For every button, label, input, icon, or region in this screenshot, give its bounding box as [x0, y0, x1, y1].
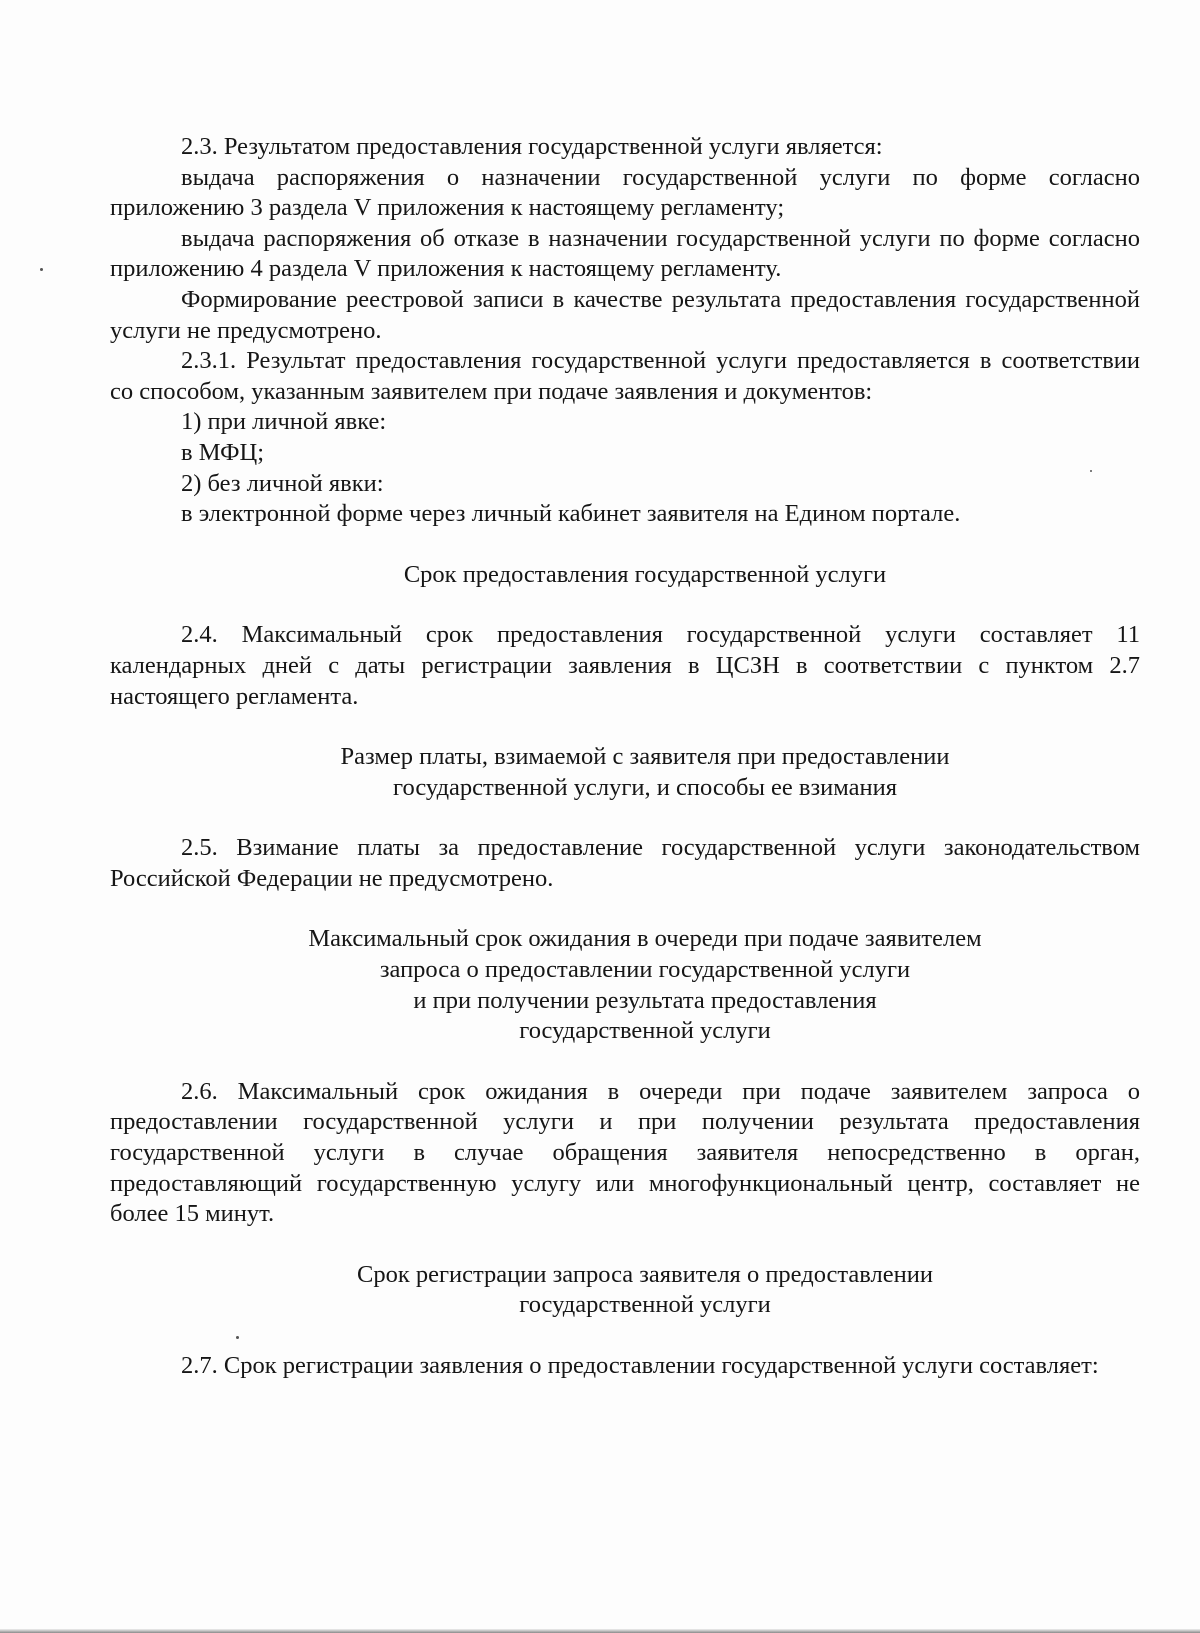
heading-line: запроса о предоставлении государственной услуги — [379, 956, 911, 984]
list-item-electronic: в электронной форме через личный кабинет заявителя на Едином портале. — [181, 500, 961, 528]
scan-bottom-edge — [0, 1629, 1200, 1633]
section-heading-term: Срок предоставления государственной услуги — [403, 560, 887, 588]
paragraph-2-7: 2.7. Срок регистрации заявления о предоставлении государственной услуги составляет: — [181, 1352, 1099, 1379]
paragraph-result-refusal: выдача распоряжения об отказе в назначении государственной услуги по форме согласно приложению 4 раздела V приложения к настоящему регламенту. — [110, 224, 1140, 283]
document-body — [110, 132, 1140, 1382]
heading-line: и при получении результата предоставления — [413, 986, 877, 1014]
paragraph-registry-record: Формирование реестровой записи в качестве результата предоставления государственной услуги не предусмотрено. — [110, 285, 1140, 344]
scan-speck — [1090, 470, 1092, 472]
scan-speck — [40, 268, 43, 271]
paragraph-2-3: 2.3. Результатом предоставления государственной услуги является: — [181, 133, 883, 160]
section-heading-fee — [110, 742, 1140, 803]
list-item-remote: 2) без личной явки: — [181, 469, 384, 497]
heading-line: Размер платы, взимаемой с заявителя при предоставлении — [340, 743, 950, 771]
heading-line: государственной услуги, и способы ее взимания — [393, 773, 897, 801]
heading-line: государственной услуги — [519, 1017, 771, 1045]
paragraph-2-6: 2.6. Максимальный срок ожидания в очереди при подаче заявителем запроса о предоставлении государственной услуги и при получении результата предоставления государственной услуги в случае обращения заявителя непосредственно в орган, предоставляющий государственную услугу или многофункциональный центр, составляет не более 15 минут. — [110, 1077, 1140, 1228]
heading-line: государственной услуги — [519, 1291, 771, 1319]
paragraph-2-3-1: 2.3.1. Результат предоставления государственной услуги предоставляется в соответствии со способом, указанным заявителем при подаче заявления и документов: — [110, 347, 1140, 405]
heading-line: Максимальный срок ожидания в очереди при подаче заявителем — [308, 925, 982, 953]
list-item-personal: 1) при личной явке: — [181, 408, 387, 436]
paragraph-result-assignment: выдача распоряжения о назначении государственной услуги по форме согласно приложению 3 раздела V приложения к настоящему регламенту; — [110, 163, 1140, 222]
section-heading-registration — [110, 1260, 1140, 1321]
paragraph-2-4: 2.4. Максимальный срок предоставления государственной услуги составляет 11 календарных дней с даты регистрации заявления в ЦСЗН в соответствии с пунктом 2.7 настоящего регламента. — [110, 621, 1140, 710]
section-heading-queue — [110, 924, 1140, 1046]
scan-speck — [236, 1336, 239, 1339]
paragraph-2-5: 2.5. Взимание платы за предоставление государственной услуги законодательством Российской Федерации не предусмотрено. — [110, 834, 1140, 892]
list-item-mfc: в МФЦ; — [181, 438, 265, 466]
heading-line: Срок регистрации запроса заявителя о предоставлении — [357, 1260, 933, 1288]
